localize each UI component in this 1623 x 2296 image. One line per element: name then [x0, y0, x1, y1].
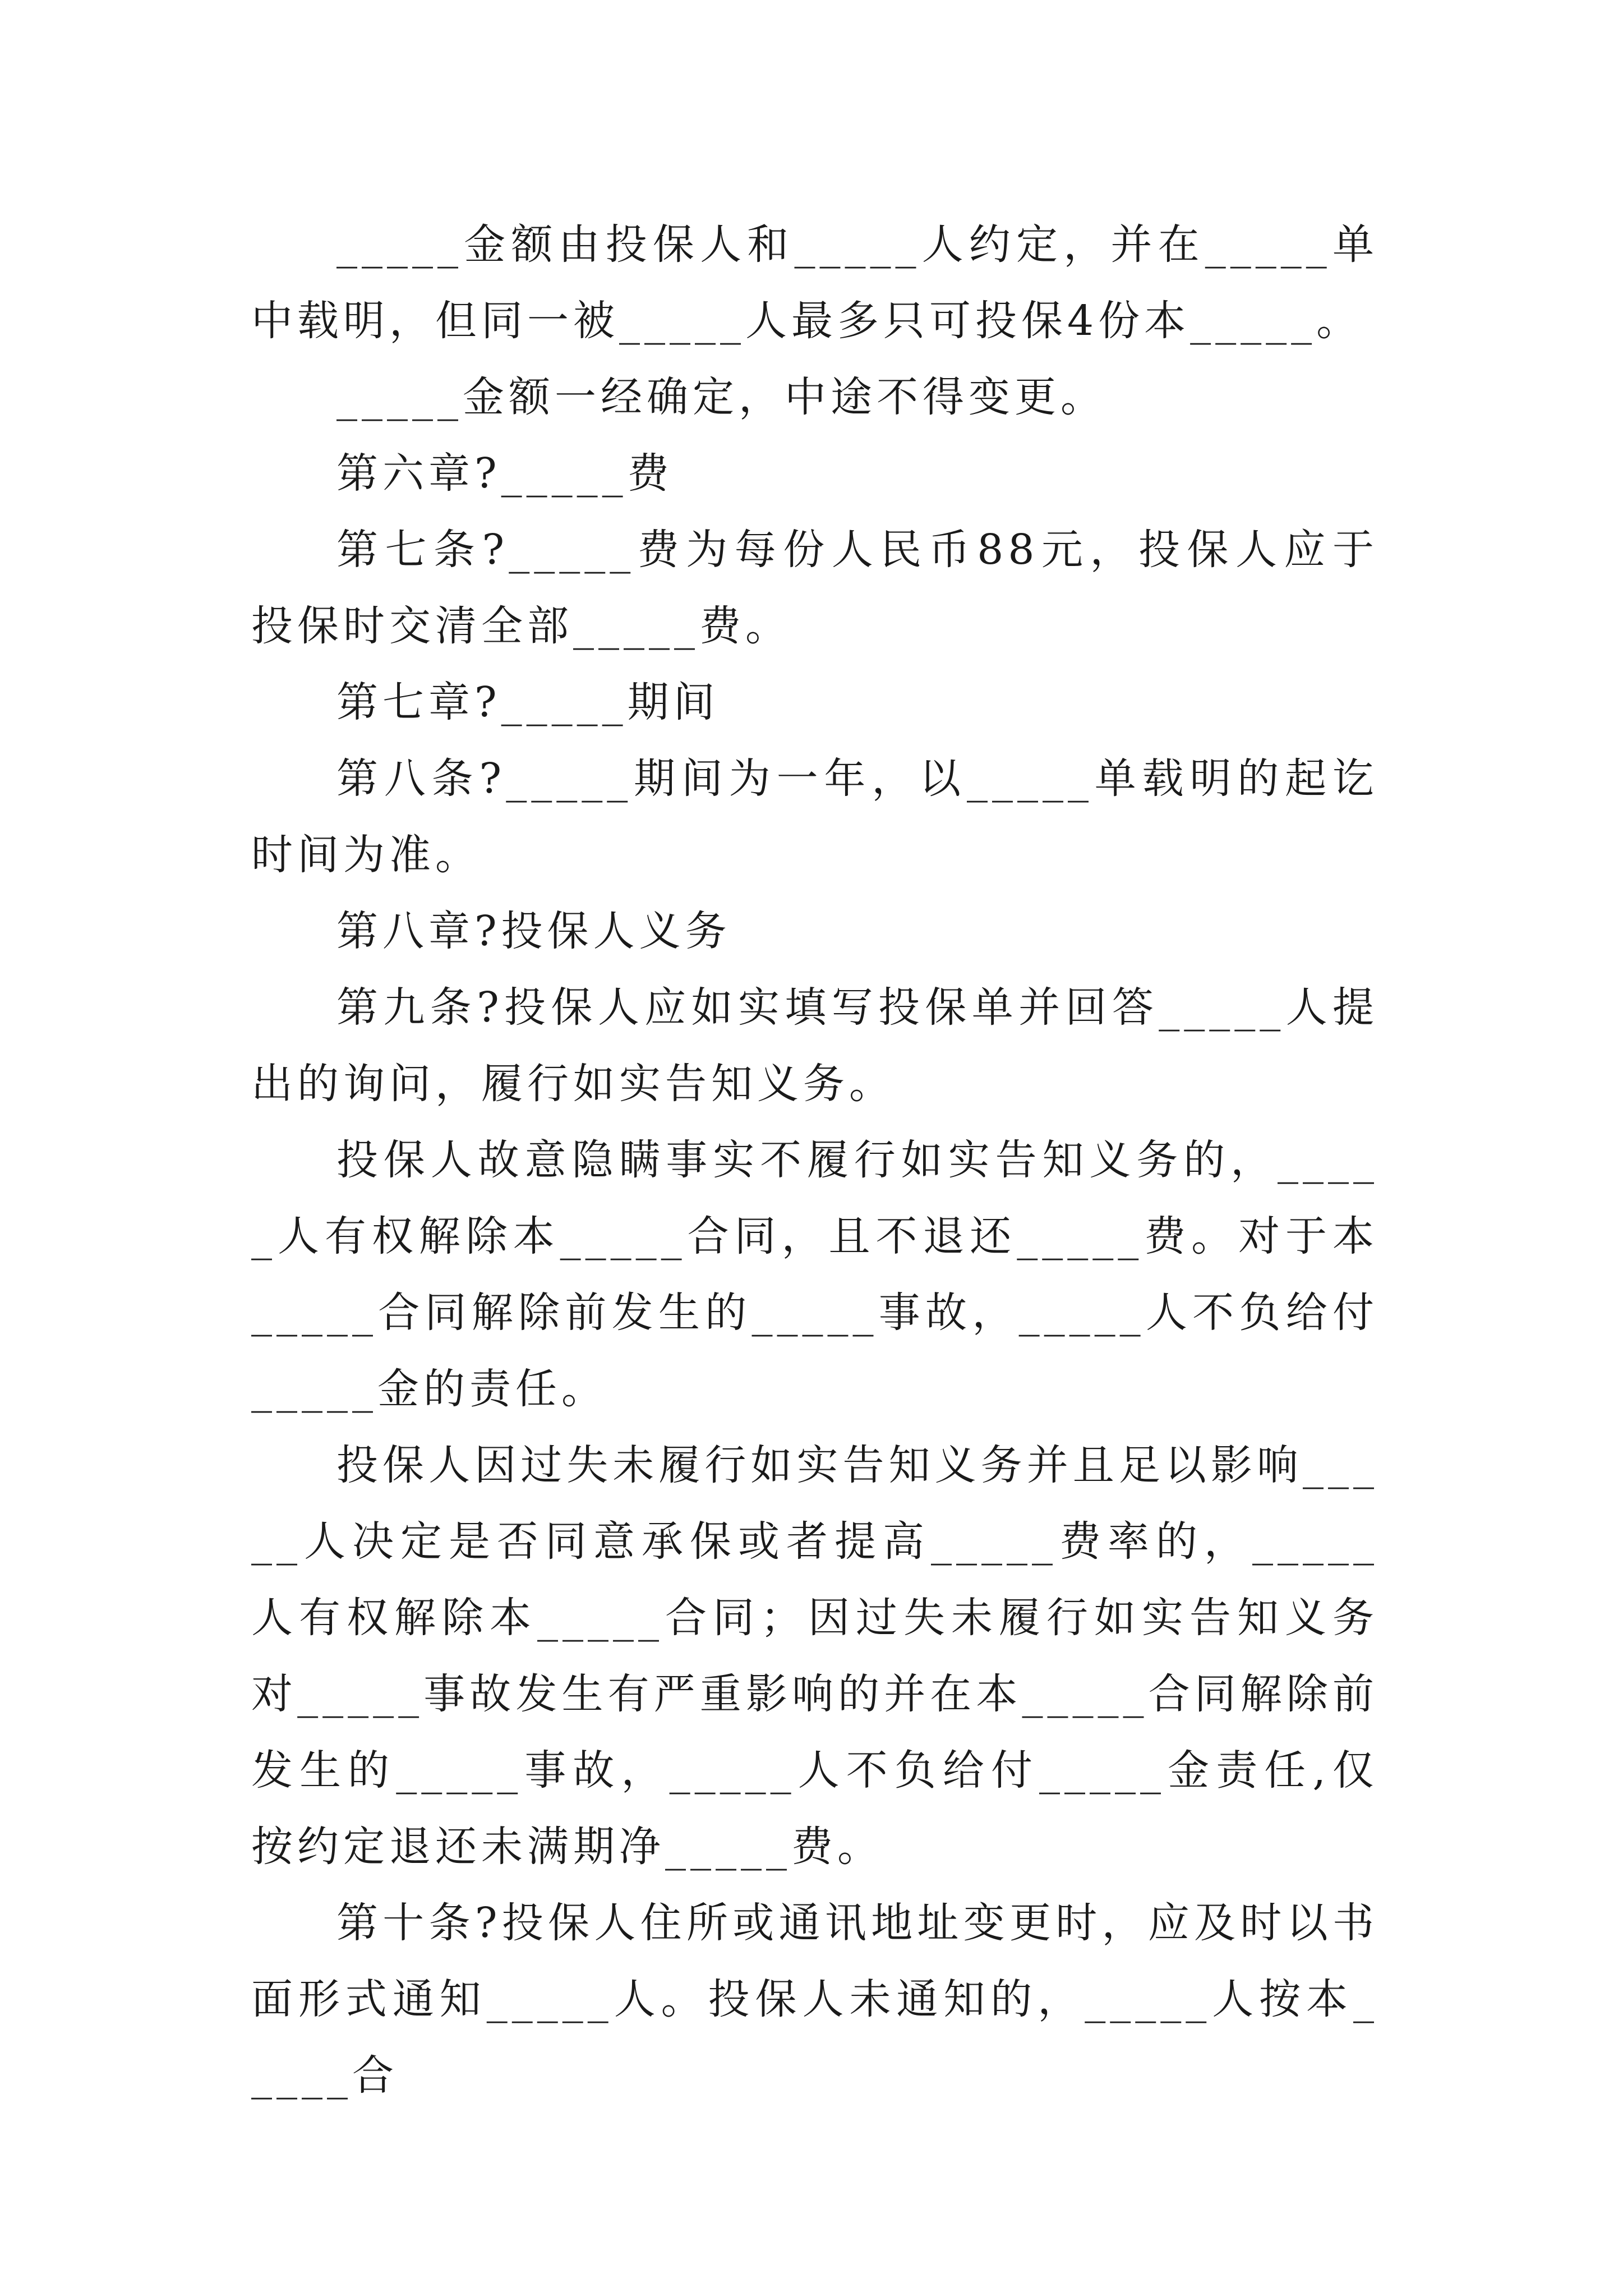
article-7: 第七条?_____费为每份人民币88元，投保人应于投保时交清全部_____费。	[251, 526, 1378, 650]
paragraph-negligent-nondisclosure: 投保人因过失未履行如实告知义务并且足以影响_____人决定是否同意承保或者提高_____费率的，_____人有权解除本_____合同；因过失未履行如实告知义务对_____事故发生有严重影响的并在本_____合同解除前发生的_____事故，_____人不负给付_____金责任,仅按约定退还未满期净_____费。	[251, 1441, 1378, 1871]
chapter-heading-6: 第六章?_____费	[336, 449, 674, 498]
article-10: 第十条?投保人住所或通讯地址变更时，应及时以书面形式通知_____人。投保人未通知的，_____人按本_____合	[251, 1899, 1378, 2100]
article-8: 第八条?_____期间为一年，以_____单载明的起讫时间为准。	[251, 754, 1378, 879]
paragraph-amount-fixed: _____金额一经确定，中途不得变更。	[336, 373, 1106, 421]
paragraph-intentional-concealment: 投保人故意隐瞒事实不履行如实告知义务的，_____人有权解除本_____合同，且不退还_____费。对于本_____合同解除前发生的_____事故，_____人不负给付_____金的责任。	[251, 1136, 1378, 1413]
chapter-heading-7: 第七章?_____期间	[336, 678, 720, 726]
article-9: 第九条?投保人应如实填写投保单并回答_____人提出的询问，履行如实告知义务。	[251, 983, 1378, 1108]
chapter-heading-8: 第八章?投保人义务	[336, 907, 731, 955]
paragraph-amount-agreement: _____金额由投保人和_____人约定，并在_____单中载明，但同一被_____人最多只可投保4份本_____。	[251, 220, 1378, 345]
document-body	[251, 206, 1378, 2114]
